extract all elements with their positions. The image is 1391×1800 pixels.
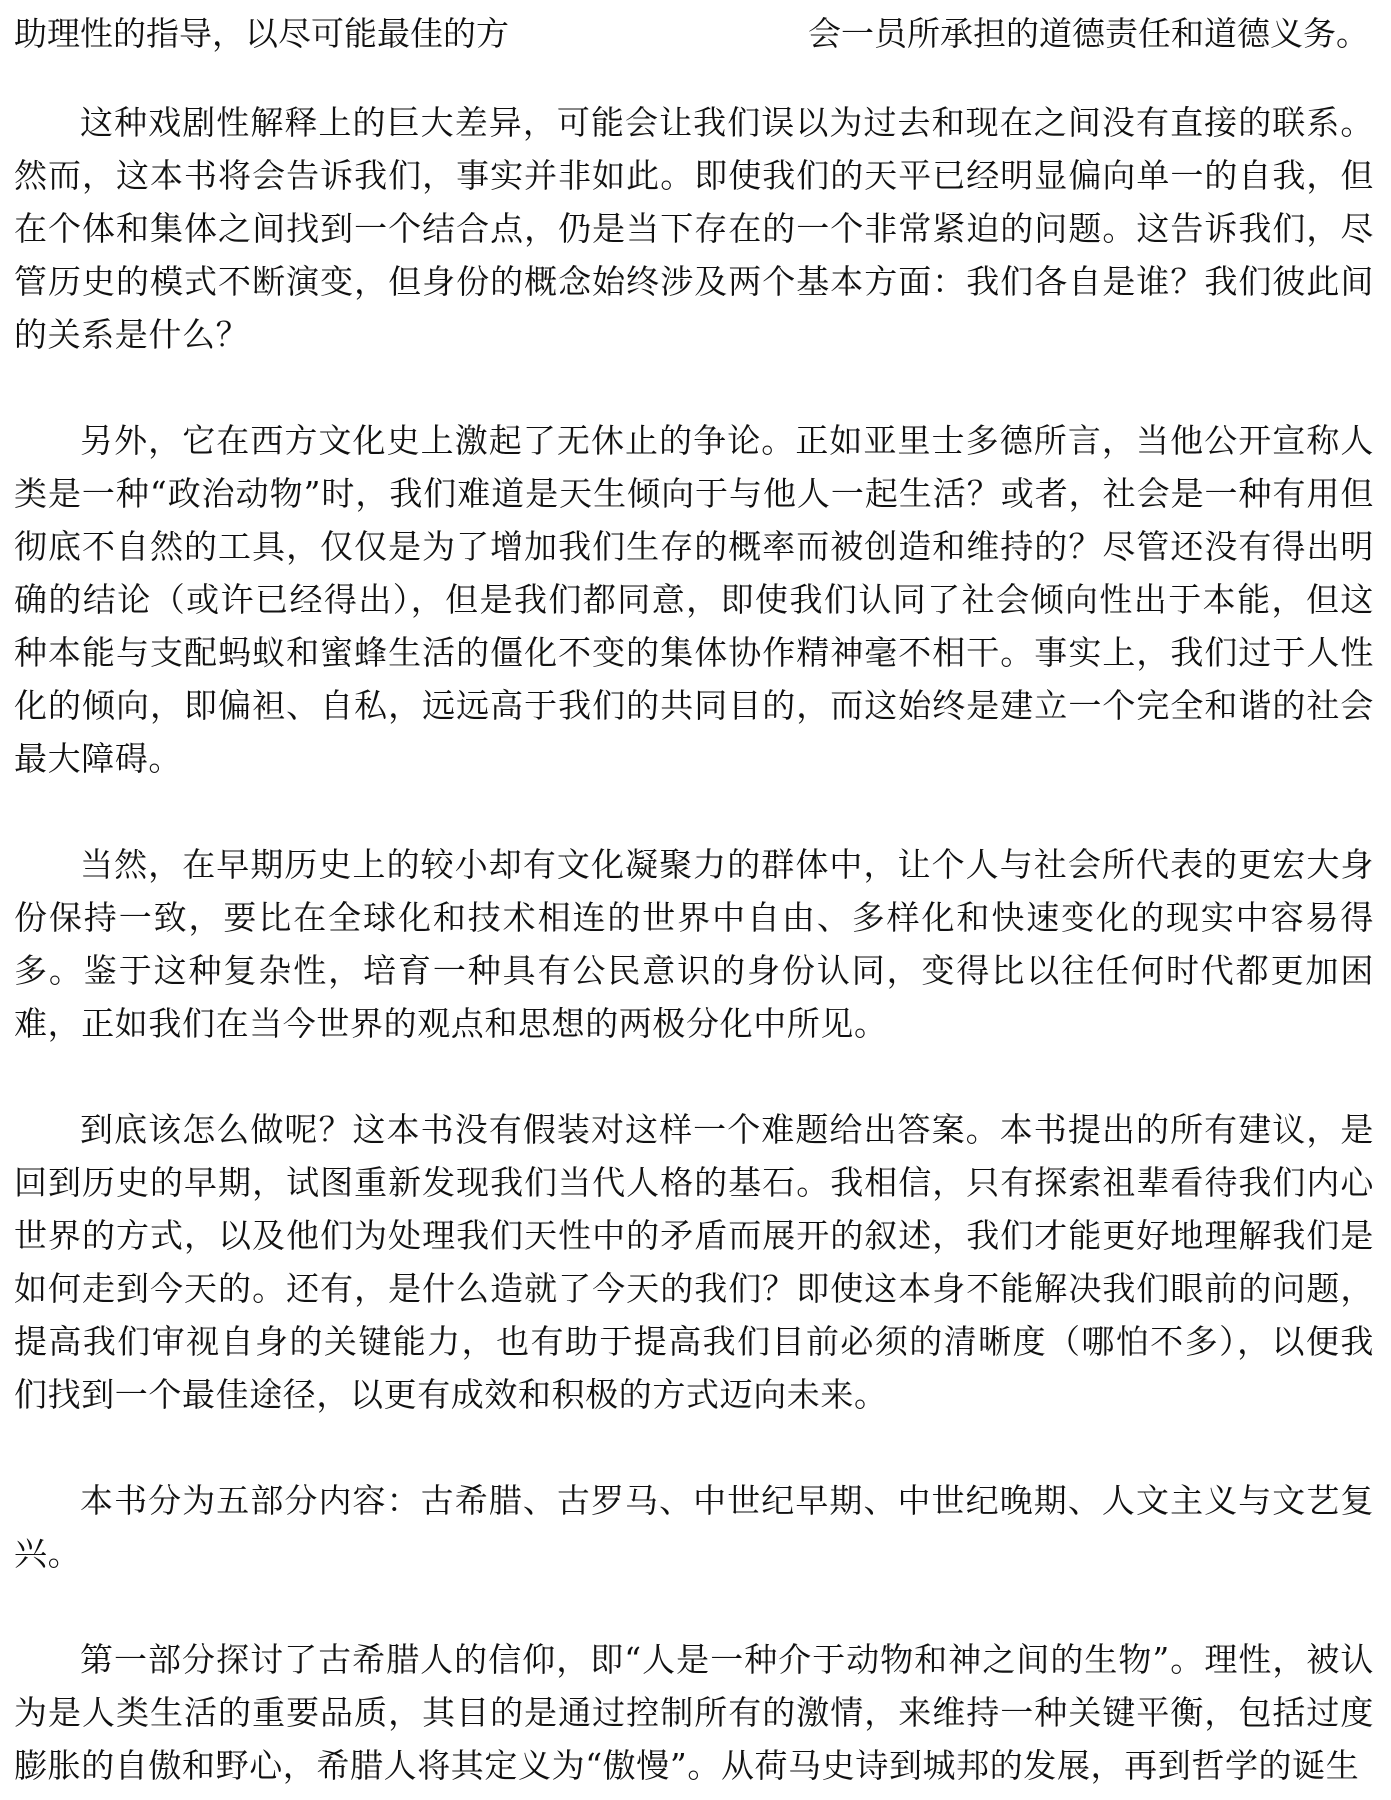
paragraph-identity-discussion: 这种戏剧性解释上的巨大差异，可能会让我们误以为过去和现在之间没有直接的联系。然而，这本书将会告诉我们，事实并非如此。即使我们的天平已经明显偏向单一的自我，但在个体和集体之间找到一个结合点，仍是当下存在的一个非常紧迫的问题。这告诉我们，尽管历史的模式不断演变，但身份的概念始终涉及两个基本方面：我们各自是谁？我们彼此间的关系是什么？	[14, 103, 1374, 354]
header-line	[14, 8, 1374, 60]
paragraph-part-one: 第一部分探讨了古希腊人的信仰，即“人是一种介于动物和神之间的生物”。理性，被认为是人类生活的重要品质，其目的是通过控制所有的激情，来维持一种关键平衡，包括过度膨胀的自傲和野心，希腊人将其定义为“傲慢”。从荷马史诗到城邦的发展，再到哲学的诞生	[14, 1640, 1374, 1785]
paragraph-book-structure: 本书分为五部分内容：古希腊、古罗马、中世纪早期、中世纪晚期、人文主义与文艺复兴。	[14, 1481, 1374, 1573]
header-right-fragment: 会一员所承担的道德责任和道德义务。	[808, 14, 1369, 53]
document-page	[14, 8, 1374, 1792]
paragraph-western-debate: 另外，它在西方文化史上激起了无休止的争论。正如亚里士多德所言，当他公开宣称人类是一种“政治动物”时，我们难道是天生倾向于与他人一起生活？或者，社会是一种有用但彻底不自然的工具，仅仅是为了增加我们生存的概率而被创造和维持的？尽管还没有得出明确的结论（或许已经得出），但是我们都同意，即使我们认同了社会倾向性出于本能，但这种本能与支配蚂蚁和蜜蜂生活的僵化不变的集体协作精神毫不相干。事实上，我们过于人性化的倾向，即偏袒、自私，远远高于我们的共同目的，而这始终是建立一个完全和谐的社会最大障碍。	[14, 421, 1374, 778]
paragraph-cultural-cohesion: 当然，在早期历史上的较小却有文化凝聚力的群体中，让个人与社会所代表的更宏大身份保持一致，要比在全球化和技术相连的世界中自由、多样化和快速变化的现实中容易得多。鉴于这种复杂性，培育一种具有公民意识的身份认同，变得比以往任何时代都更加困难，正如我们在当今世界的观点和思想的两极分化中所见。	[14, 845, 1374, 1043]
header-left-fragment: 助理性的指导，以尽可能最佳的方	[14, 14, 509, 53]
paragraph-book-purpose: 到底该怎么做呢？这本书没有假装对这样一个难题给出答案。本书提出的所有建议，是回到历史的早期，试图重新发现我们当代人格的基石。我相信，只有探索祖辈看待我们内心世界的方式，以及他们为处理我们天性中的矛盾而展开的叙述，我们才能更好地理解我们是如何走到今天的。还有，是什么造就了今天的我们？即使这本身不能解决我们眼前的问题，提高我们审视自身的关键能力，也有助于提高我们目前必须的清晰度（哪怕不多），以便我们找到一个最佳途径，以更有成效和积极的方式迈向未来。	[14, 1110, 1374, 1414]
